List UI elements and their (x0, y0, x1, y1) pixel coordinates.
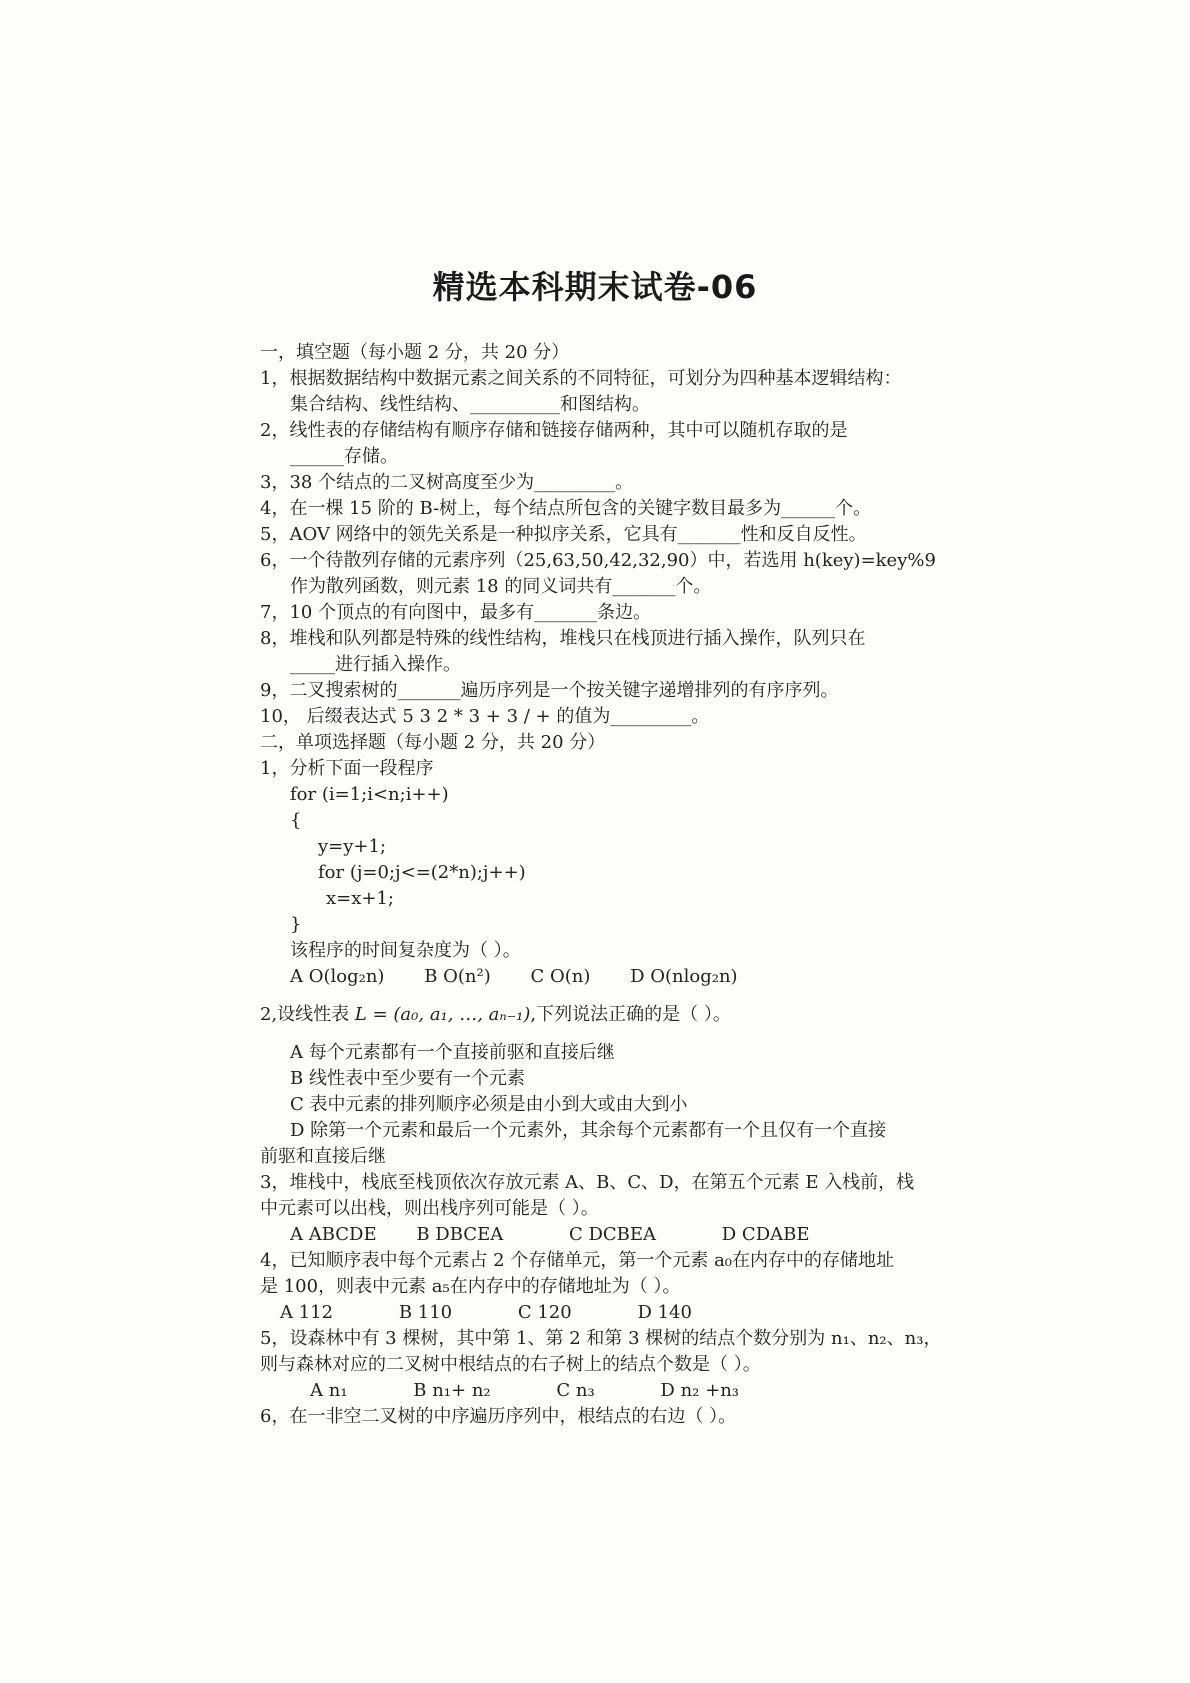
question-line: 5，设森林中有 3 棵树，其中第 1、第 2 和第 3 棵树的结点个数分别为 n₁、n₂、n₃， (260, 1328, 942, 1349)
option-line: D 除第一个元素和最后一个元素外，其余每个元素都有一个且仅有一个直接 (290, 1120, 887, 1141)
question-line: 作为散列函数，则元素 18 的同义词共有_______个。 (290, 576, 712, 597)
question-text: ,下列说法正确的是（ ）。 (530, 1004, 731, 1025)
option-line: A 每个元素都有一个直接前驱和直接后继 (290, 1042, 615, 1063)
code-line: } (290, 914, 302, 935)
section-heading: 一，填空题（每小题 2 分，共 20 分） (260, 342, 570, 363)
section-heading: 二，单项选择题（每小题 2 分，共 20 分） (260, 732, 606, 753)
code-line: { (290, 810, 302, 831)
option: D CDABE (721, 1224, 810, 1245)
options-row (260, 1300, 940, 1326)
question-line: 3，38 个结点的二叉树高度至少为_________。 (260, 472, 634, 493)
question-line: 10， 后缀表达式 5 3 2 * 3 + 3 / + 的值为_________。 (260, 706, 710, 727)
question-line: 该程序的时间复杂度为（ ）。 (290, 940, 521, 961)
question-line: 6，在一非空二叉树的中序遍历序列中，根结点的右边（ ）。 (260, 1406, 737, 1427)
option: A n₁ (310, 1380, 348, 1401)
option: C DCBEA (568, 1224, 657, 1245)
option-line: C 表中元素的排列顺序必须是由小到大或由大到小 (290, 1094, 688, 1115)
question-line: 2，线性表的存储结构有顺序存储和链接存储两种，其中可以随机存取的是 (260, 420, 848, 441)
options-row (260, 1378, 940, 1404)
math-formula: L = (a₀, a₁, …, aₙ₋₁) (354, 1004, 531, 1025)
question-line: 5，AOV 网络中的领先关系是一种拟序关系，它具有_______性和反自反性。 (260, 524, 867, 545)
option: A ABCDE (290, 1224, 377, 1245)
option: A 112 (280, 1302, 334, 1323)
question-line: 3，堆栈中，栈底至栈顶依次存放元素 A、B、C、D，在第五个元素 E 入栈前，栈 (260, 1172, 915, 1193)
code-line: x=x+1; (326, 888, 394, 909)
question-line: 8，堆栈和队列都是特殊的线性结构，堆栈只在栈顶进行插入操作，队列只在 (260, 628, 866, 649)
question-line: 中元素可以出栈，则出栈序列可能是（ ）。 (260, 1198, 599, 1219)
question-line: ______存储。 (290, 446, 398, 467)
option: B O(n²) (424, 966, 491, 987)
question-line (260, 1002, 940, 1028)
option: B DBCEA (416, 1224, 504, 1245)
code-line: for (i=1;i<n;i++) (290, 784, 449, 805)
question-text: 2,设线性表 (260, 1004, 350, 1025)
option: B 110 (398, 1302, 453, 1323)
question-line: 是 100，则表中元素 a₅在内存中的存储地址为（ ）。 (260, 1276, 681, 1297)
question-line: 4，在一棵 15 阶的 B-树上，每个结点所包含的关键字数目最多为______个。 (260, 498, 872, 519)
option: C n₃ (556, 1380, 595, 1401)
option: D O(nlog₂n) (630, 966, 738, 987)
question-line: 则与森林对应的二叉树中根结点的右子树上的结点个数是（ ）。 (260, 1354, 761, 1375)
question-line: 4，已知顺序表中每个元素占 2 个存储单元，第一个元素 a₀在内存中的存储地址 (260, 1250, 895, 1271)
option: C O(n) (530, 966, 591, 987)
options-row (260, 1222, 940, 1248)
option: D n₂ +n₃ (660, 1380, 739, 1401)
code-line: y=y+1; (318, 836, 387, 857)
question-line: 1，根据数据结构中数据元素之间关系的不同特征，可划分为四种基本逻辑结构： (260, 368, 902, 389)
code-line: for (j=0;j<=(2*n);j++) (318, 862, 526, 883)
option: B n₁+ n₂ (413, 1380, 491, 1401)
option: D 140 (637, 1302, 692, 1323)
page-title: 精选本科期末试卷-06 (432, 268, 758, 306)
option: A O(log₂n) (290, 966, 385, 987)
question-line: 7，10 个顶点的有向图中，最多有_______条边。 (260, 602, 652, 623)
question-line: 6，一个待散列存储的元素序列（25,63,50,42,32,90）中，若选用 h(key)=key%9 (260, 550, 936, 571)
exam-body (260, 340, 940, 1430)
option: C 120 (517, 1302, 572, 1323)
question-line: _____进行插入操作。 (290, 654, 461, 675)
question-line: 1，分析下面一段程序 (260, 758, 434, 779)
question-line: 9，二叉搜索树的_______遍历序列是一个按关键字递增排列的有序序列。 (260, 680, 839, 701)
option-line: B 线性表中至少要有一个元素 (290, 1068, 525, 1089)
option-line: 前驱和直接后继 (260, 1146, 386, 1167)
question-line: 集合结构、线性结构、__________和图结构。 (290, 394, 650, 415)
options-row (260, 964, 940, 990)
